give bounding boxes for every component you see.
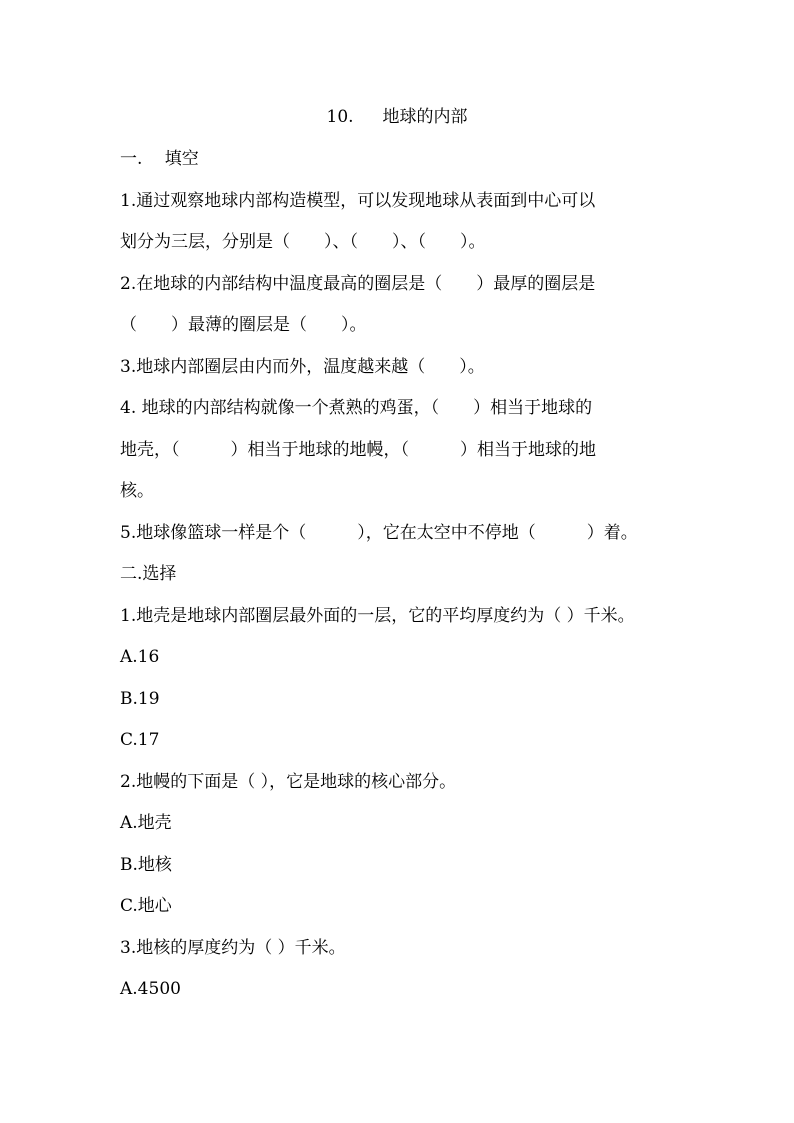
fill-q2-line2: （ ）最薄的圈层是（ ）。 xyxy=(120,315,367,335)
choice-q1-option-a: A.16 xyxy=(120,647,160,667)
choice-q2-option-c: C.地心 xyxy=(120,896,172,916)
fill-q4-line1: 4. 地球的内部结构就像一个煮熟的鸡蛋，（ ）相当于地球的 xyxy=(120,398,593,418)
fill-q4-line2: 地壳，（ ）相当于地球的地幔，（ ）相当于地球的地 xyxy=(120,440,596,460)
fill-q1-line2: 划分为三层，分别是（ ）、（ ）、（ ）。 xyxy=(120,232,486,252)
choice-q2-option-a: A.地壳 xyxy=(120,813,172,833)
title-number: 10. xyxy=(326,107,354,127)
choice-q1-option-b: B.19 xyxy=(120,689,160,709)
page-title xyxy=(0,105,794,129)
fill-q5-line1: 5.地球像篮球一样是个（ ），它在太空中不停地（ ）着。 xyxy=(120,523,638,543)
choice-q1-option-c: C.17 xyxy=(120,730,160,750)
choice-q3-option-a: A.4500 xyxy=(120,979,181,999)
choice-q2-question: 2.地幔的下面是（ ），它是地球的核心部分。 xyxy=(120,772,457,792)
section-fill-heading: 一. 填空 xyxy=(120,149,199,169)
fill-q2-line1: 2.在地球的内部结构中温度最高的圈层是（ ）最厚的圈层是 xyxy=(120,274,596,294)
fill-q3-line1: 3.地球内部圈层由内而外，温度越来越（ ）。 xyxy=(120,357,485,377)
title-text: 地球的内部 xyxy=(382,107,468,127)
choice-q3-question: 3.地核的厚度约为（ ）千米。 xyxy=(120,938,346,958)
fill-q4-line3: 核。 xyxy=(120,481,154,501)
section-choice-heading: 二.选择 xyxy=(120,564,177,584)
choice-q2-option-b: B.地核 xyxy=(120,855,172,875)
choice-q1-question: 1.地壳是地球内部圈层最外面的一层，它的平均厚度约为（ ）千米。 xyxy=(120,606,635,626)
fill-q1-line1: 1.通过观察地球内部构造模型，可以发现地球从表面到中心可以 xyxy=(120,191,596,211)
